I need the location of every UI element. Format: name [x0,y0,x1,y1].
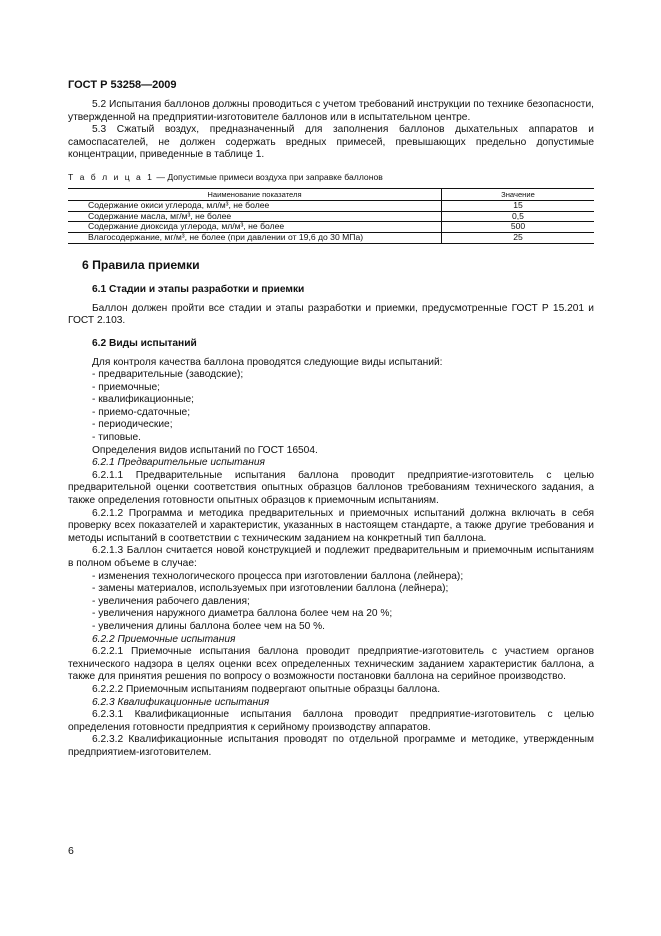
table-caption-label: Т а б л и ц а 1 [68,171,154,182]
list-item: - увеличения рабочего давления; [92,595,250,607]
list-item: - квалификационные; [92,394,194,406]
page-number: 6 [68,845,74,857]
paragraph-6-1: Баллон должен пройти все стадии и этапы разработки и приемки, предусмотренные ГОСТ Р 15.201 и ГОСТ 2.103. [68,302,594,327]
table-cell-name: Влагосодержание, мг/м³, не более (при давлении от 19,6 до 30 МПа) [68,232,442,243]
list-item: - приемочные; [92,381,160,393]
table-row [68,201,594,212]
paragraph-6-2-1-3: 6.2.1.3 Баллон считается новой конструкцией и подлежит предварительным и приемочным испытаниям в полном объеме в случае: [68,545,594,569]
table-caption-text: — Допустимые примеси воздуха при заправке баллонов [153,171,383,182]
list-item: - периодические; [92,419,173,431]
list-item: - увеличения длины баллона более чем на 50 %. [92,620,325,632]
table-header-value: Значение [442,188,595,201]
document-header: ГОСТ Р 53258—2009 [68,79,177,91]
table-cell-value: 0,5 [442,211,595,222]
table-cell-value: 15 [442,201,595,212]
section-6-1-title: 6.1 Стадии и этапы разработки и приемки [92,284,305,296]
table-row [68,222,594,233]
table-cell-value: 25 [442,232,595,243]
table-cell-name: Содержание масла, мг/м³, не более [68,211,442,222]
paragraph-6-2-3-2: 6.2.3.2 Квалификационные испытания проводят по отдельной программе и методике, утвержденным предприятием-изготовителем. [68,734,594,758]
table-cell-name: Содержание диоксида углерода, мл/м³, не более [68,222,442,233]
paragraph-6-2-1-2: 6.2.1.2 Программа и методика предварительных и приемочных испытаний должна включать в себя проверку всех показателей и характеристик, указанных в настоящем стандарте, а также другие требования и методы испытаний в соответствии с техническим заданием на конкретный тип баллона. [68,507,594,544]
list-item: - увеличения наружного диаметра баллона более чем на 20 %; [92,608,393,620]
list-item: - замены материалов, используемых при изготовлении баллона (лейнера); [92,583,449,595]
paragraph-6-2-3-1: 6.2.3.1 Квалификационные испытания баллона проводит предприятие-изготовитель с целью определения готовности предприятия к серийному производству аппаратов. [68,709,594,733]
list-item: - типовые. [92,432,141,444]
subsection-6-2-2-title: 6.2.2 Приемочные испытания [92,633,236,645]
paragraph-5-2: 5.2 Испытания баллонов должны проводиться с учетом требований инструкции по технике безопасности, утвержденной на предприятии-изготовителе баллонов или в испытательном центре. [68,99,594,123]
table-row [68,232,594,243]
subsection-6-2-1-title: 6.2.1 Предварительные испытания [92,457,265,469]
list-item: - приемо-сдаточные; [92,406,191,418]
subsection-6-2-3-title: 6.2.3 Квалификационные испытания [92,696,270,708]
paragraph-6-2-2-2: 6.2.2.2 Приемочным испытаниям подвергают опытные образцы баллона. [92,683,441,695]
table-header-name: Наименование показателя [68,188,442,201]
section-6-title: 6 Правила приемки [82,257,200,272]
list-item: - изменения технологического процесса при изготовлении баллона (лейнера); [92,570,464,582]
table-header-row [68,188,594,201]
section-6-2-title: 6.2 Виды испытаний [92,337,197,349]
table-cell-name: Содержание окиси углерода, мл/м³, не более [68,201,442,212]
paragraph-5-3: 5.3 Сжатый воздух, предназначенный для заполнения баллонов дыхательных аппаратов и самоспасателей, не должен содержать вредных примесей, превышающих предельно допустимые концентрации, приведенные в таблице 1. [68,124,594,161]
impurities-table [68,188,594,244]
paragraph-definitions: Определения видов испытаний по ГОСТ 16504. [92,444,318,456]
list-item: - предварительные (заводские); [92,369,244,381]
paragraph-6-2-1-1: 6.2.1.1 Предварительные испытания баллона проводит предприятие-изготовитель с целью предварительной оценки соответствия опытных образцов баллонов требованиям технического задания, а также определения готовности опытных образцов к приемочным испытаниям. [68,469,594,507]
table-caption [68,171,594,184]
table-row [68,211,594,222]
document-body [68,99,594,760]
paragraph-6-2-intro: Для контроля качества баллона проводятся следующие виды испытаний: [92,356,443,368]
paragraph-6-2-2-1: 6.2.2.1 Приемочные испытания баллона проводит предприятие-изготовитель с участием органов технического надзора в целях оценки всех определенных техническим заданием характеристик баллона, а также для принятия решения по вопросу о возможности постановки баллона на серийное производство. [68,646,594,683]
table-cell-value: 500 [442,222,595,233]
